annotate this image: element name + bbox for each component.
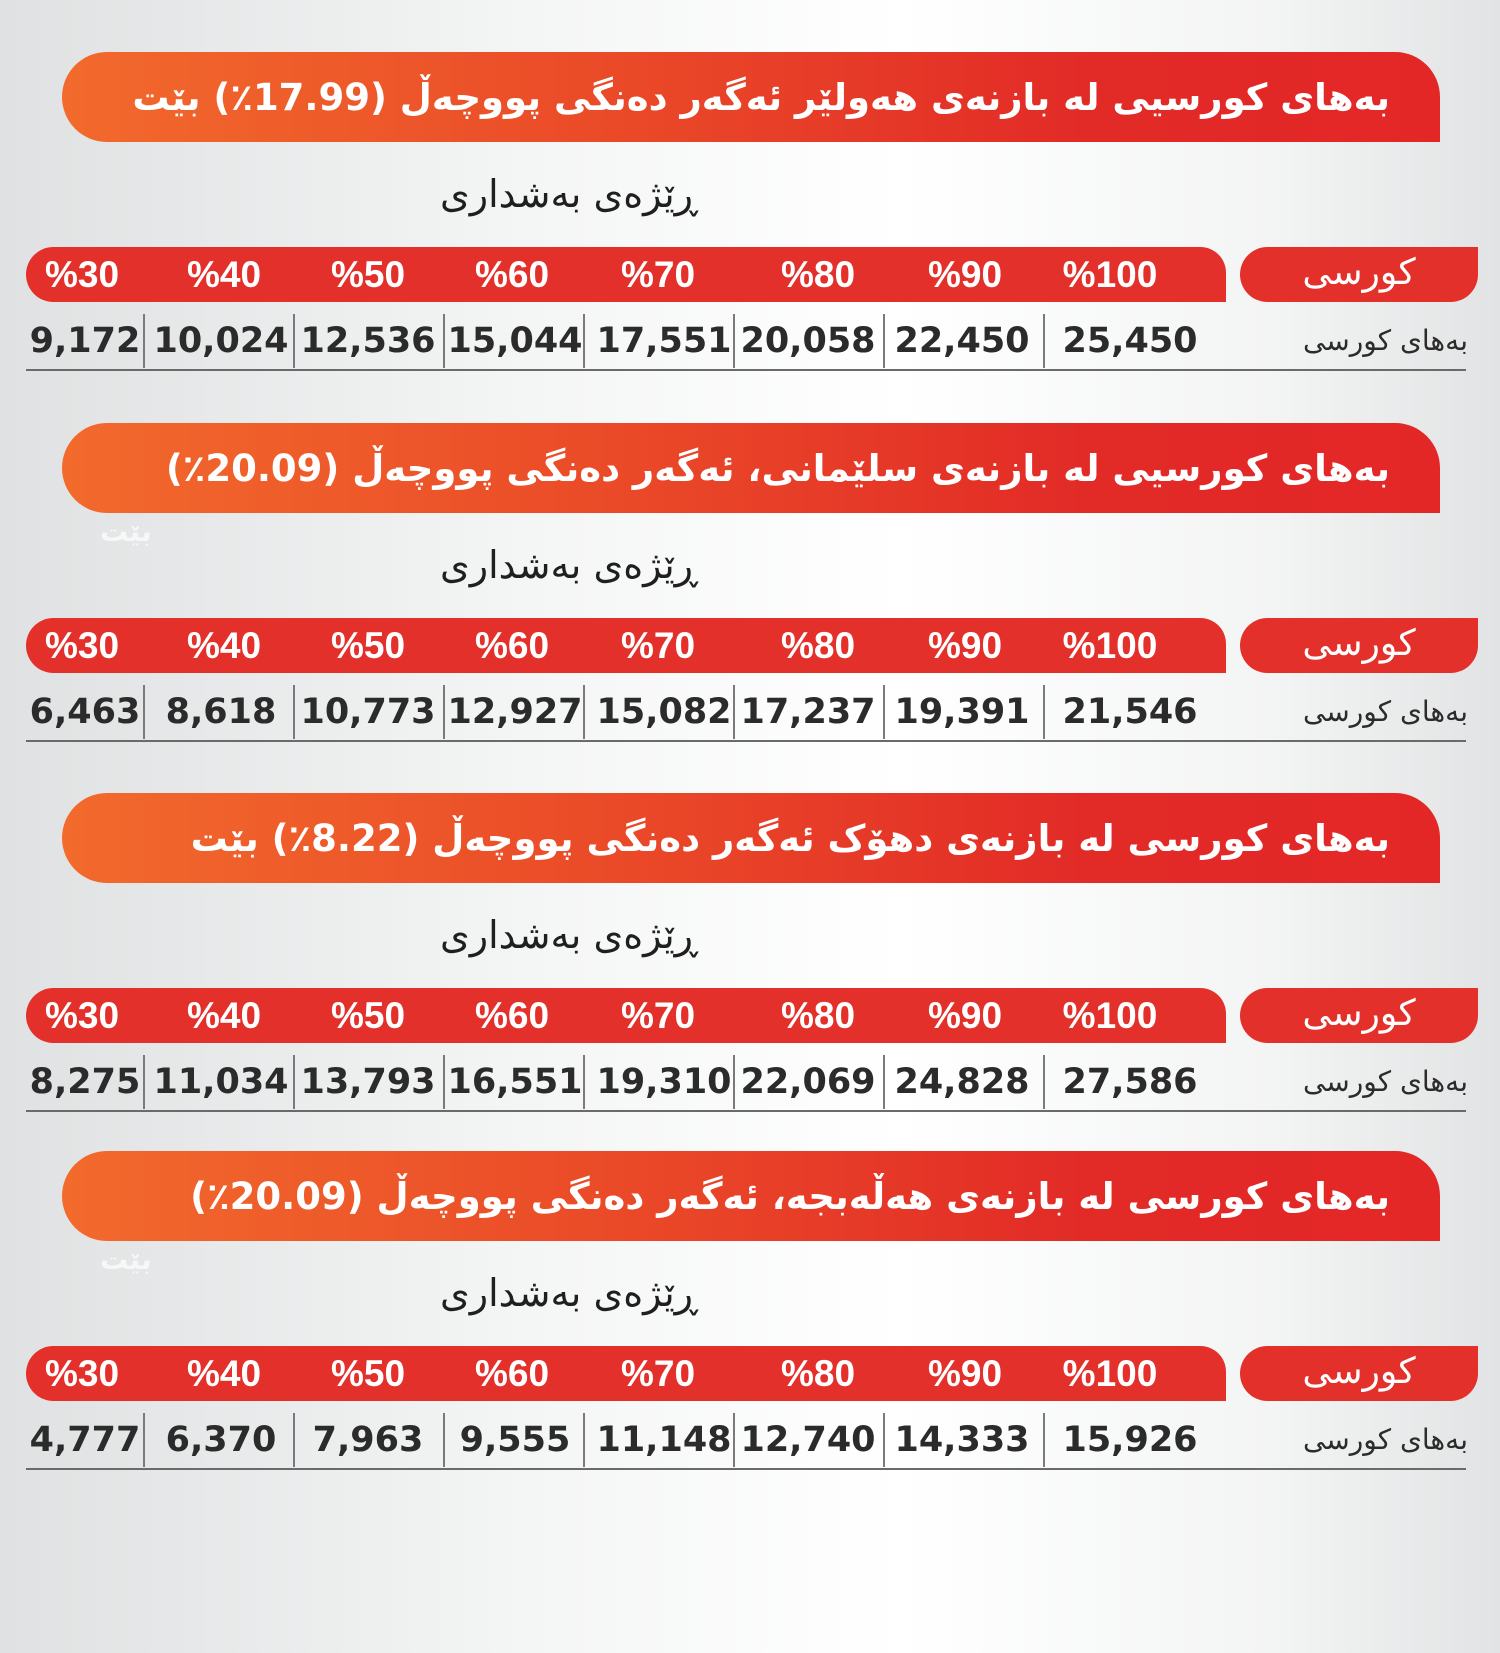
seat-price-value: 17,237 bbox=[740, 692, 876, 732]
seat-price-value: 17,551 bbox=[596, 321, 732, 361]
seat-price-value: 15,082 bbox=[596, 692, 732, 732]
price-section bbox=[0, 793, 1500, 1163]
column-divider bbox=[1043, 1055, 1045, 1109]
seat-price-value: 14,333 bbox=[894, 1420, 1030, 1460]
percent-header: %70 bbox=[620, 995, 696, 1036]
seat-header: کورسی bbox=[1240, 1346, 1478, 1401]
seat-price-value: 7,963 bbox=[312, 1420, 424, 1460]
percent-header: %100 bbox=[1062, 254, 1158, 295]
seat-price-value: 12,740 bbox=[740, 1420, 876, 1460]
percent-header: %50 bbox=[330, 625, 406, 666]
seat-price-value: 19,310 bbox=[596, 1062, 732, 1102]
percent-header: %70 bbox=[620, 254, 696, 295]
percent-header: %90 bbox=[927, 254, 1003, 295]
section-title: بەهای کورسیی لە بازنەی هەولێر ئەگەر دەنگی پووچەڵ (17.99٪) بێت bbox=[132, 75, 1390, 119]
column-divider bbox=[883, 1055, 885, 1109]
seat-price-value: 6,370 bbox=[165, 1420, 277, 1460]
seat-price-value: 16,551 bbox=[447, 1062, 583, 1102]
column-divider bbox=[883, 1413, 885, 1467]
seat-price-value: 10,773 bbox=[300, 692, 436, 732]
seat-header: کورسی bbox=[1240, 988, 1478, 1043]
seat-price-value: 8,618 bbox=[165, 692, 277, 732]
seat-price-value: 11,034 bbox=[153, 1062, 289, 1102]
column-divider bbox=[883, 685, 885, 739]
percent-header: %30 bbox=[44, 254, 120, 295]
percent-header: %30 bbox=[44, 995, 120, 1036]
percent-header: %80 bbox=[780, 1353, 856, 1394]
percent-header: %100 bbox=[1062, 995, 1158, 1036]
column-divider bbox=[1043, 1413, 1045, 1467]
column-divider bbox=[293, 1413, 295, 1467]
section-title: بەهای کورسیی لە بازنەی سلێمانی، ئەگەر دەنگی پووچەڵ (20.09٪) bbox=[165, 446, 1390, 490]
percent-header: %60 bbox=[474, 1353, 550, 1394]
seat-price-value: 25,450 bbox=[1062, 321, 1198, 361]
faint-title-overflow: بێت bbox=[100, 515, 152, 548]
seat-price-label: بەهای کورسی bbox=[1302, 324, 1468, 357]
percent-header: %40 bbox=[186, 995, 262, 1036]
seat-price-value: 19,391 bbox=[894, 692, 1030, 732]
seat-price-value: 12,927 bbox=[447, 692, 583, 732]
section-title-bar bbox=[62, 423, 1440, 513]
seat-price-value: 8,275 bbox=[29, 1062, 141, 1102]
percent-header: %30 bbox=[44, 1353, 120, 1394]
seat-price-label: بەهای کورسی bbox=[1302, 695, 1468, 728]
seat-price-value: 22,450 bbox=[894, 321, 1030, 361]
percent-header: %80 bbox=[780, 254, 856, 295]
section-title-bar bbox=[62, 1151, 1440, 1241]
price-section bbox=[0, 423, 1500, 793]
percent-header: %80 bbox=[780, 995, 856, 1036]
seat-price-value: 24,828 bbox=[894, 1062, 1030, 1102]
seat-price-label: بەهای کورسی bbox=[1302, 1423, 1468, 1456]
column-divider bbox=[293, 685, 295, 739]
seat-price-value: 22,069 bbox=[740, 1062, 876, 1102]
column-divider bbox=[293, 314, 295, 368]
row-underline bbox=[26, 1468, 1466, 1470]
row-underline bbox=[26, 369, 1466, 371]
seat-price-value: 27,586 bbox=[1062, 1062, 1198, 1102]
percent-header: %80 bbox=[780, 625, 856, 666]
percent-header: %40 bbox=[186, 625, 262, 666]
section-title: بەهای کورسی لە بازنەی هەڵەبجە، ئەگەر دەنگی پووچەڵ (20.09٪) bbox=[190, 1174, 1390, 1218]
participation-rate-label: ڕێژەی بەشداری bbox=[440, 543, 698, 587]
percent-header: %90 bbox=[927, 625, 1003, 666]
seat-price-value: 10,024 bbox=[153, 321, 289, 361]
seat-price-value: 15,926 bbox=[1062, 1420, 1198, 1460]
participation-rate-label: ڕێژەی بەشداری bbox=[440, 913, 698, 957]
price-section bbox=[0, 52, 1500, 422]
seat-price-label: بەهای کورسی bbox=[1302, 1065, 1468, 1098]
percent-header: %100 bbox=[1062, 1353, 1158, 1394]
section-title-bar bbox=[62, 793, 1440, 883]
participation-rate-label: ڕێژەی بەشداری bbox=[440, 1271, 698, 1315]
percent-header: %50 bbox=[330, 995, 406, 1036]
percent-header: %90 bbox=[927, 1353, 1003, 1394]
seat-price-value: 6,463 bbox=[29, 692, 141, 732]
percent-header: %90 bbox=[927, 995, 1003, 1036]
seat-price-value: 9,555 bbox=[459, 1420, 571, 1460]
row-underline bbox=[26, 1110, 1466, 1112]
percent-header: %40 bbox=[186, 1353, 262, 1394]
percent-header: %50 bbox=[330, 254, 406, 295]
seat-price-value: 12,536 bbox=[300, 321, 436, 361]
percent-header: %40 bbox=[186, 254, 262, 295]
seat-header: کورسی bbox=[1240, 618, 1478, 673]
seat-price-value: 9,172 bbox=[29, 321, 141, 361]
percent-header: %30 bbox=[44, 625, 120, 666]
column-divider bbox=[1043, 685, 1045, 739]
column-divider bbox=[1043, 314, 1045, 368]
percent-header: %70 bbox=[620, 625, 696, 666]
participation-rate-label: ڕێژەی بەشداری bbox=[440, 172, 698, 216]
percent-header: %60 bbox=[474, 625, 550, 666]
seat-price-value: 15,044 bbox=[447, 321, 583, 361]
column-divider bbox=[293, 1055, 295, 1109]
section-title: بەهای کورسی لە بازنەی دهۆک ئەگەر دەنگی پووچەڵ (8.22٪) بێت bbox=[190, 816, 1390, 860]
seat-price-value: 21,546 bbox=[1062, 692, 1198, 732]
section-title-bar bbox=[62, 52, 1440, 142]
percent-header: %100 bbox=[1062, 625, 1158, 666]
percent-header: %60 bbox=[474, 254, 550, 295]
seat-price-value: 11,148 bbox=[596, 1420, 732, 1460]
column-divider bbox=[883, 314, 885, 368]
percent-header: %50 bbox=[330, 1353, 406, 1394]
price-section bbox=[0, 1151, 1500, 1521]
seat-price-value: 20,058 bbox=[740, 321, 876, 361]
percent-header: %70 bbox=[620, 1353, 696, 1394]
faint-title-overflow: بێت bbox=[100, 1243, 152, 1276]
seat-price-value: 13,793 bbox=[300, 1062, 436, 1102]
percent-header: %60 bbox=[474, 995, 550, 1036]
seat-price-value: 4,777 bbox=[29, 1420, 141, 1460]
seat-header: کورسی bbox=[1240, 247, 1478, 302]
row-underline bbox=[26, 740, 1466, 742]
